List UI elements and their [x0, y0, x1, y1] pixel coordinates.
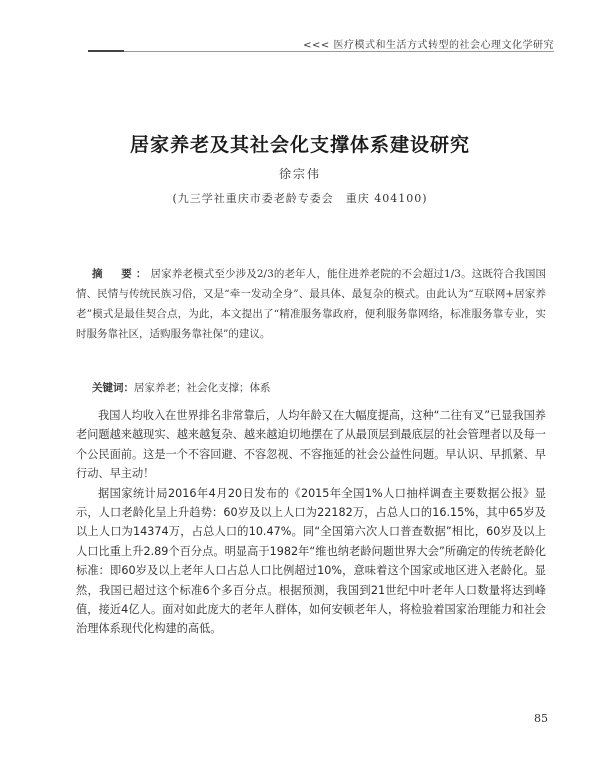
body-paragraph-2: 据国家统计局2016年4月20日发布的《2015年全国1%人口抽样调查主要数据公报》显示，人口老龄化呈上升趋势：60岁及以上人口为22182万，占总人口的16.15%，其中65岁及以上人口为14374万，占总人口的10.47%。同“全国第六次人口普查数据”相比，60岁及以上人口比重上升2.89个百分点。明显高于1982年“维也纳老龄问题世界大会”所确定的传统老龄化标准：即60岁及以上老年人口占总人口比例超过10%，意味着这个国家或地区进入老龄化。显然，我国已超过这个标准6个多百分点。根据预测，我国到21世纪中叶老年人口数量将达到峰值，接近4亿人。面对如此庞大的老年人群体，如何安顿老年人，将检验着国家治理能力和社会治理体系现代化构建的高低。: [76, 486, 546, 636]
article-title: 居家养老及其社会化支撑体系建设研究: [129, 134, 470, 156]
article-affiliation: (九三学社重庆市委老龄专委会 重庆 404100): [172, 192, 428, 205]
abstract: [76, 264, 546, 344]
header-rule-accent: [88, 50, 124, 52]
header-rule: [124, 51, 554, 52]
body-text: [76, 406, 546, 639]
keywords: [92, 380, 542, 395]
keywords-text: 居家养老；社会化支撑；体系: [134, 382, 271, 394]
body-paragraph-1: 我国人均收入在世界排名非常靠后，人均年龄又在大幅度提高，这种“二往有叉”已显我国养老问题越来越现实、越来越复杂、越来越迫切地摆在了从最顶层到最底层的社会管理者以及每一个公民面前。这是一个不容回避、不容忽视、不容拖延的社会公益性问题。早认识、早抓紧、早行动、早主动！: [76, 409, 546, 481]
abstract-label: 摘 要：: [92, 268, 151, 280]
running-header: <<< 医疗模式和生活方式转型的社会心理文化学研究: [303, 40, 554, 51]
abstract-text: 居家养老模式至少涉及2/3的老年人，能住进养老院的不会超过1/3。这既符合我国国情、民情与传统民族习俗，又是“牵一发动全身”、最具体、最复杂的模式。由此认为“互联网+居家养老”模式是最佳契合点，为此，本文提出了“精准服务靠政府，便利服务靠网络，标准服务靠专业，实时服务靠社区，适购服务靠社保”的建议。: [76, 268, 547, 340]
page-number: 85: [534, 712, 548, 725]
keywords-label: 关键词：: [92, 382, 134, 394]
article-author: 徐宗伟: [278, 167, 321, 181]
